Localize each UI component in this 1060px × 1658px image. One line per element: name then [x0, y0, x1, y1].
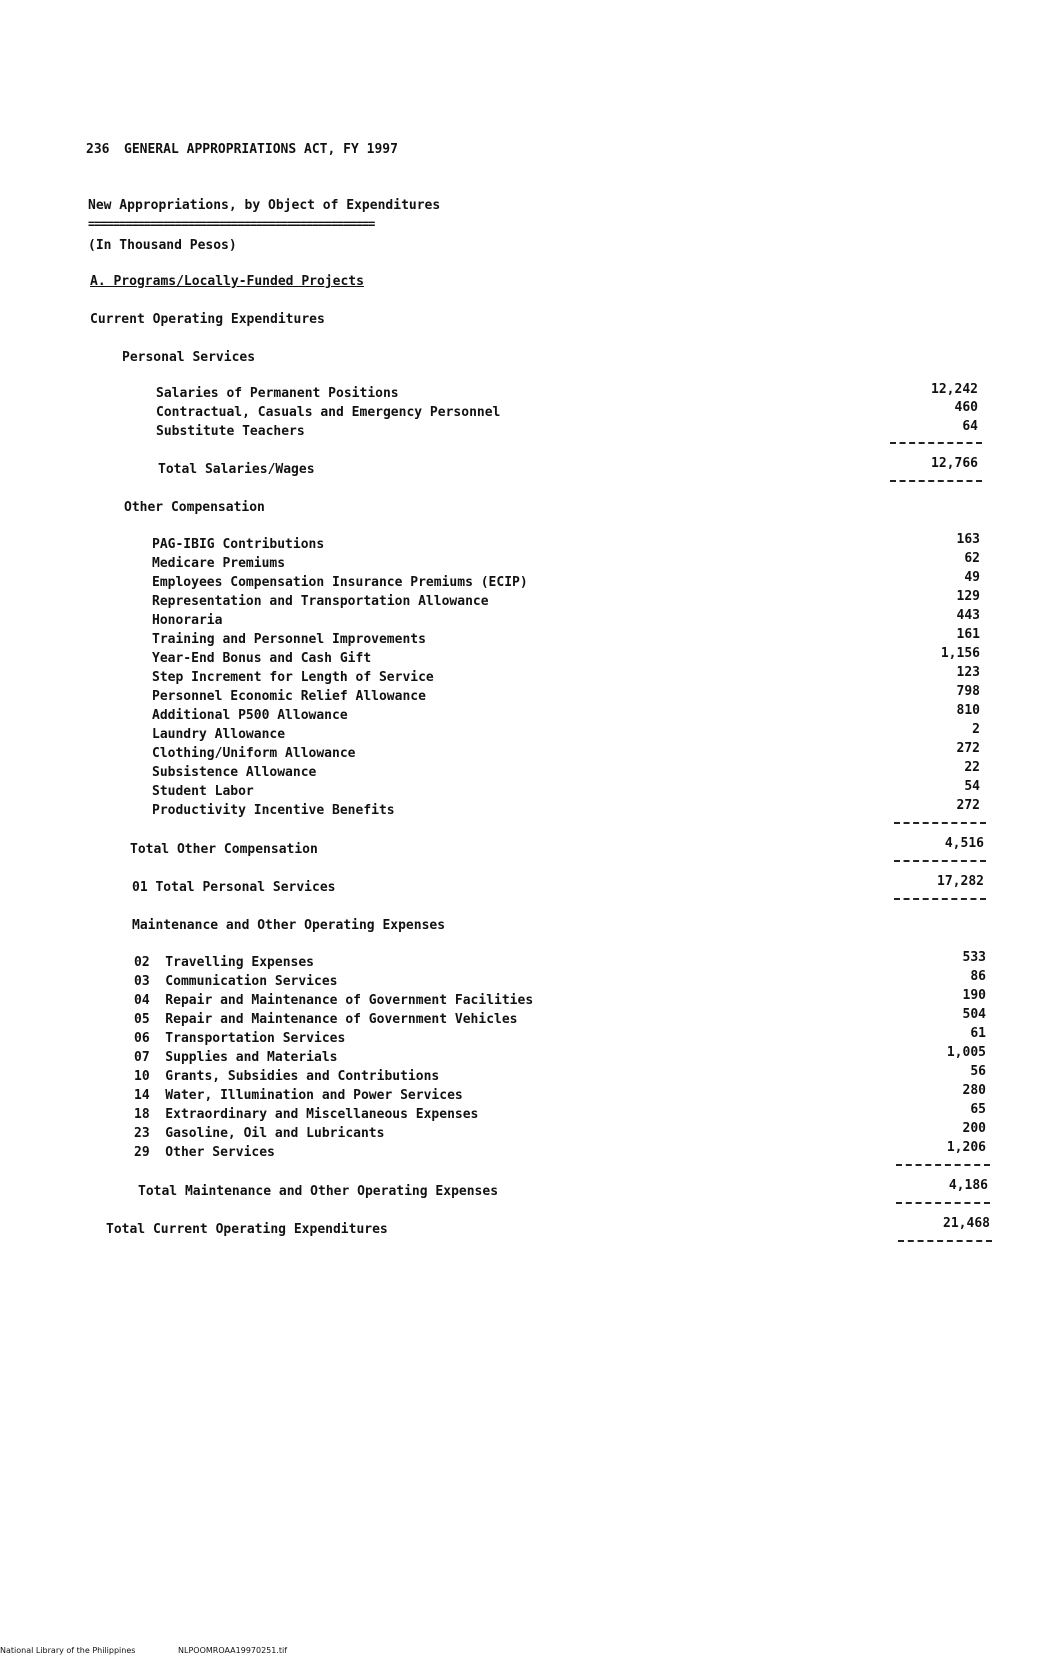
oc-item-label: PAG-IBIG Contributions — [152, 537, 325, 552]
oc-item-label: Additional P500 Allowance — [152, 708, 348, 723]
oc-item-amount: 49 — [964, 570, 980, 585]
footer-file: NLPOOMROAA19970251.tif — [178, 1646, 288, 1655]
mooe-item-amount: 280 — [962, 1083, 986, 1098]
oc-item-label: Year-End Bonus and Cash Gift — [152, 651, 372, 666]
oc-item-label: Medicare Premiums — [152, 556, 286, 571]
total-salaries-label: Total Salaries/Wages — [158, 462, 315, 477]
mooe-item-amount: 504 — [962, 1007, 986, 1022]
mooe-heading: Maintenance and Other Operating Expenses — [132, 918, 446, 933]
mooe-item-label: 03 Communication Services — [134, 974, 338, 989]
mooe-item-label: 18 Extraordinary and Miscellaneous Expenses — [134, 1107, 479, 1122]
mooe-item-amount: 533 — [962, 950, 986, 965]
subtotal-rule — [894, 898, 986, 900]
oc-item-amount: 1,156 — [940, 646, 980, 661]
subtotal-rule — [894, 860, 986, 862]
salary-item-amount: 64 — [962, 419, 978, 434]
mooe-item-label: 05 Repair and Maintenance of Government Vehicles — [134, 1012, 518, 1027]
salary-item-label: Substitute Teachers — [156, 424, 305, 439]
mooe-item-label: 06 Transportation Services — [134, 1031, 346, 1046]
unit-note: (In Thousand Pesos) — [88, 238, 237, 253]
oc-item-label: Clothing/Uniform Allowance — [152, 746, 356, 761]
oc-item-label: Laundry Allowance — [152, 727, 286, 742]
mooe-item-label: 29 Other Services — [134, 1145, 275, 1160]
oc-item-amount: 62 — [964, 551, 980, 566]
mooe-item-amount: 61 — [970, 1026, 986, 1041]
oc-item-label: Subsistence Allowance — [152, 765, 317, 780]
total-oc-label: Total Other Compensation — [130, 842, 318, 857]
oc-item-label: Step Increment for Length of Service — [152, 670, 434, 685]
oc-item-label: Student Labor — [152, 784, 254, 799]
mooe-item-label: 02 Travelling Expenses — [134, 955, 315, 970]
oc-item-amount: 272 — [956, 741, 980, 756]
oc-item-amount: 54 — [964, 779, 980, 794]
salary-item-amount: 460 — [954, 400, 978, 415]
total-ps-amount: 17,282 — [937, 874, 984, 889]
heading-rule: ============================================== — [88, 218, 375, 230]
salary-item-amount: 12,242 — [931, 382, 978, 397]
mooe-item-amount: 1,206 — [946, 1140, 986, 1155]
mooe-item-amount: 200 — [962, 1121, 986, 1136]
subtotal-rule — [896, 1202, 990, 1204]
oc-item-label: Training and Personnel Improvements — [152, 632, 426, 647]
oc-item-amount: 2 — [972, 722, 980, 737]
coe-heading: Current Operating Expenditures — [90, 312, 325, 327]
subtotal-rule — [890, 442, 982, 444]
oc-item-amount: 123 — [956, 665, 980, 680]
footer-library: National Library of the Philippines — [0, 1646, 136, 1655]
document-heading: New Appropriations, by Object of Expenditures — [88, 198, 441, 213]
oc-item-label: Representation and Transportation Allowance — [152, 594, 489, 609]
salary-item-label: Contractual, Casuals and Emergency Personnel — [156, 405, 501, 420]
subtotal-rule — [894, 822, 986, 824]
oc-item-amount: 161 — [956, 627, 980, 642]
page-number: 236 — [86, 142, 110, 157]
oc-item-amount: 443 — [956, 608, 980, 623]
oc-item-amount: 810 — [956, 703, 980, 718]
total-oc-amount: 4,516 — [944, 836, 984, 851]
subtotal-rule — [896, 1164, 990, 1166]
total-ps-label: 01 Total Personal Services — [132, 880, 336, 895]
oc-item-label: Productivity Incentive Benefits — [152, 803, 395, 818]
mooe-item-label: 14 Water, Illumination and Power Services — [134, 1088, 463, 1103]
salary-item-label: Salaries of Permanent Positions — [156, 386, 399, 401]
grand-total-rule — [898, 1240, 992, 1242]
total-salaries-amount: 12,766 — [931, 456, 978, 471]
total-mooe-label: Total Maintenance and Other Operating Expenses — [138, 1184, 499, 1199]
oc-heading: Other Compensation — [124, 500, 265, 515]
mooe-item-label: 04 Repair and Maintenance of Government Facilities — [134, 993, 534, 1008]
mooe-item-amount: 65 — [970, 1102, 986, 1117]
mooe-item-label: 10 Grants, Subsidies and Contributions — [134, 1069, 440, 1084]
total-coe-amount: 21,468 — [943, 1216, 990, 1231]
mooe-item-amount: 56 — [970, 1064, 986, 1079]
oc-item-amount: 22 — [964, 760, 980, 775]
mooe-item-amount: 1,005 — [946, 1045, 986, 1060]
total-mooe-amount: 4,186 — [948, 1178, 988, 1193]
mooe-item-label: 07 Supplies and Materials — [134, 1050, 338, 1065]
oc-item-amount: 272 — [956, 798, 980, 813]
ps-heading: Personal Services — [122, 350, 256, 365]
oc-item-amount: 129 — [956, 589, 980, 604]
section-heading: A. Programs/Locally-Funded Projects — [90, 274, 364, 289]
mooe-item-label: 23 Gasoline, Oil and Lubricants — [134, 1126, 385, 1141]
oc-item-label: Employees Compensation Insurance Premiums (ECIP) — [152, 575, 528, 590]
mooe-item-amount: 190 — [962, 988, 986, 1003]
oc-item-label: Personnel Economic Relief Allowance — [152, 689, 426, 704]
total-coe-label: Total Current Operating Expenditures — [106, 1222, 388, 1237]
oc-item-amount: 163 — [956, 532, 980, 547]
mooe-item-amount: 86 — [970, 969, 986, 984]
page-header-title: GENERAL APPROPRIATIONS ACT, FY 1997 — [124, 142, 398, 157]
subtotal-rule — [890, 480, 982, 482]
oc-item-amount: 798 — [956, 684, 980, 699]
oc-item-label: Honoraria — [152, 613, 223, 628]
